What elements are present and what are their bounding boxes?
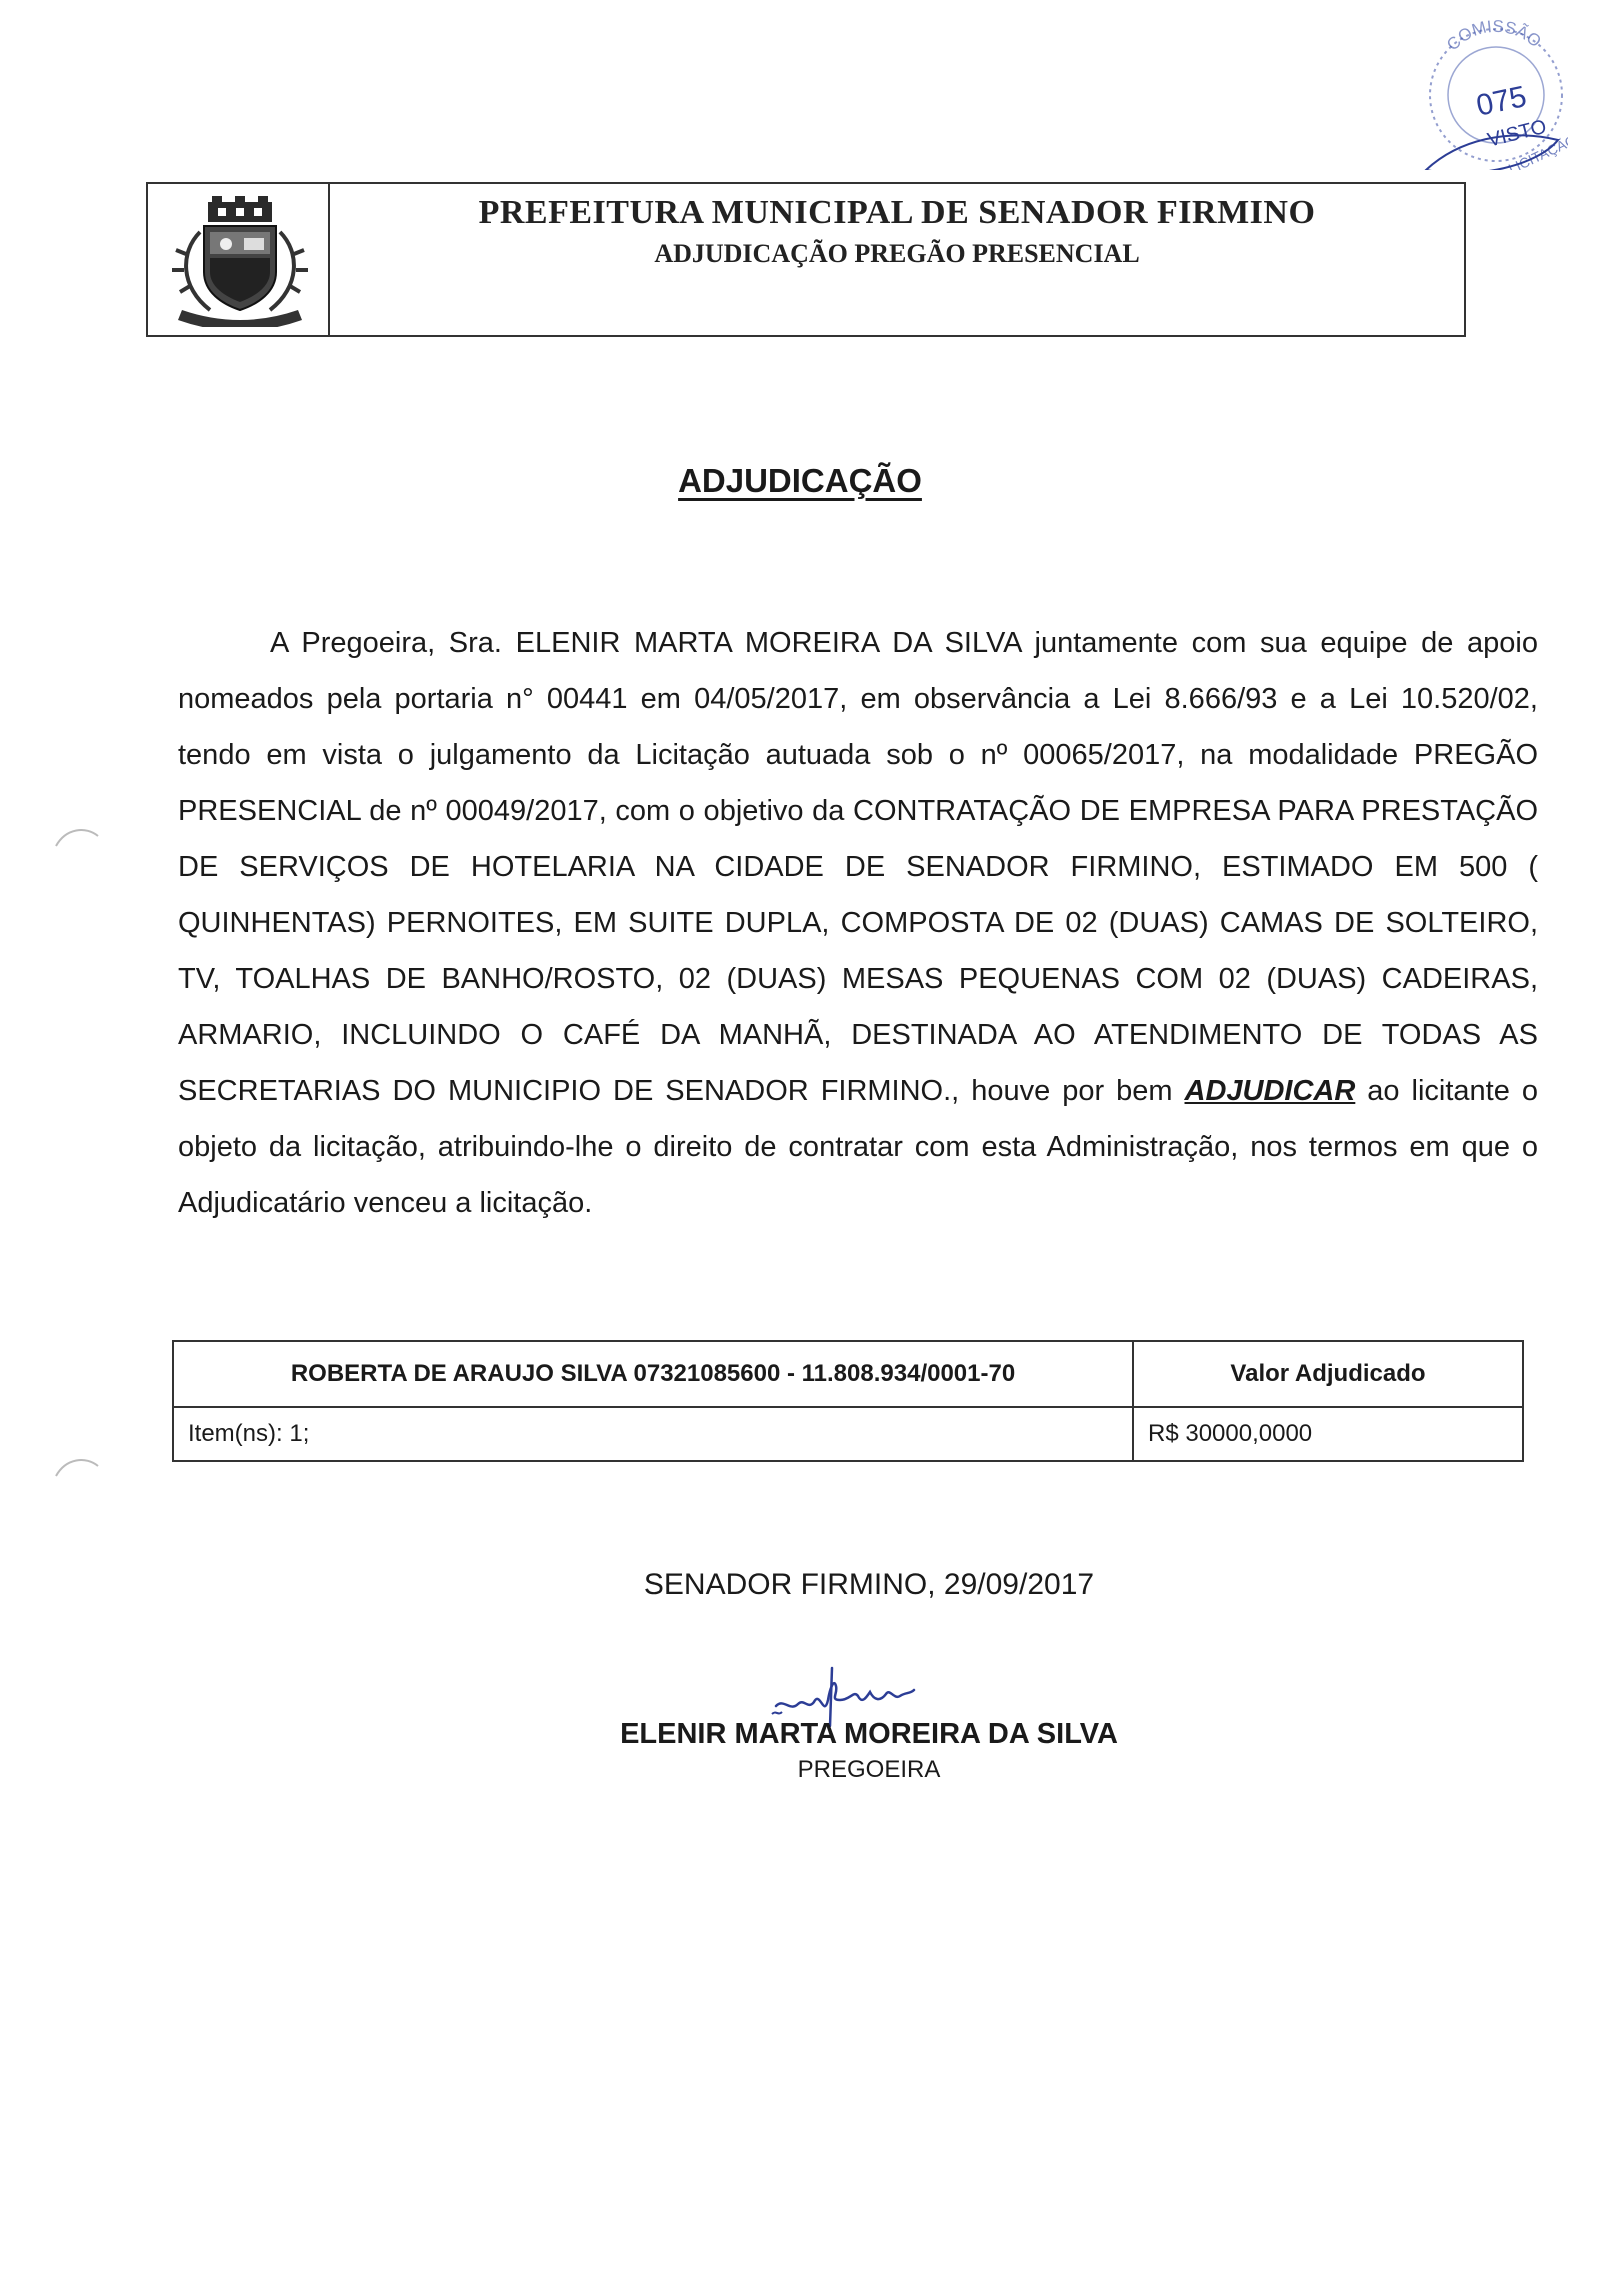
signer-role: PREGOEIRA	[797, 1756, 941, 1783]
signer-name: ELENIR MARTA MOREIRA DA SILVA	[620, 1718, 1118, 1750]
svg-text:COMISSÃO: COMISSÃO	[1443, 20, 1545, 55]
adjudicar-emphasis: ADJUDICAR	[1184, 1075, 1356, 1107]
svg-text:VISTO: VISTO	[1485, 115, 1549, 152]
adjudication-result-table	[172, 1340, 1524, 1462]
place-date: SENADOR FIRMINO, 29/09/2017	[643, 1568, 1095, 1601]
value-header-cell: Valor Adjudicado	[1133, 1341, 1523, 1407]
svg-text:075: 075	[1473, 80, 1530, 123]
document-type-subtitle: ADJUDICAÇÃO PREGÃO PRESENCIAL	[654, 239, 1140, 268]
stamp-icon	[1418, 20, 1568, 170]
paragraph-text-after: ao licitante o objeto da licitação, atribuindo-lhe o direito de contratar com esta Administração, nos termos em que o Adjudicatário venceu a licitação.	[178, 1075, 1538, 1219]
table-header-row	[173, 1341, 1523, 1407]
municipality-title: PREFEITURA MUNICIPAL DE SENADOR FIRMINO	[478, 194, 1316, 231]
table-row	[173, 1407, 1523, 1461]
svg-text:LICITAÇÃO: LICITAÇÃO	[1505, 131, 1568, 170]
punch-hole-mark-icon	[52, 1452, 102, 1482]
value-cell: R$ 30000,0000	[1133, 1407, 1523, 1461]
commission-stamp	[1418, 20, 1568, 175]
punch-hole-mark-icon	[52, 822, 102, 852]
items-cell: Item(ns): 1;	[173, 1407, 1133, 1461]
document-title: ADJUDICAÇÃO	[678, 462, 922, 499]
vendor-cell: ROBERTA DE ARAUJO SILVA 07321085600 - 11.808.934/0001-70	[173, 1341, 1133, 1407]
adjudication-paragraph	[178, 615, 1538, 1231]
crest-cell	[148, 184, 330, 335]
paragraph-text-before: A Pregoeira, Sra. ELENIR MARTA MOREIRA DA SILVA juntamente com sua equipe de apoio nomeados pela portaria n° 00441 em 04/05/2017, em observância a Lei 8.666/93 e a Lei 10.520/02, tendo em vista o julgamento da Licitação autuada sob o nº 00065/2017, na modalidade PREGÃO PRESENCIAL de nº 00049/2017, com o objetivo da CONTRATAÇÃO DE EMPRESA PARA PRESTAÇÃO DE SERVIÇOS DE HOTELARIA NA CIDADE DE SENADOR FIRMINO, ESTIMADO EM 500 ( QUINHENTAS) PERNOITES, EM SUITE DUPLA, COMPOSTA DE 02 (DUAS) CAMAS DE SOLTEIRO, TV, TOALHAS DE BANHO/ROSTO, 02 (DUAS) MESAS PEQUENAS COM 02 (DUAS) CADEIRAS, ARMARIO, INCLUINDO O CAFÉ DA MANHÃ, DESTINADA AO ATENDIMENTO DE TODAS AS SECRETARIAS DO MUNICIPIO DE SENADOR FIRMINO., houve por bem	[178, 627, 1538, 1107]
letterhead	[146, 182, 1466, 337]
municipal-coat-of-arms-icon	[160, 192, 320, 327]
